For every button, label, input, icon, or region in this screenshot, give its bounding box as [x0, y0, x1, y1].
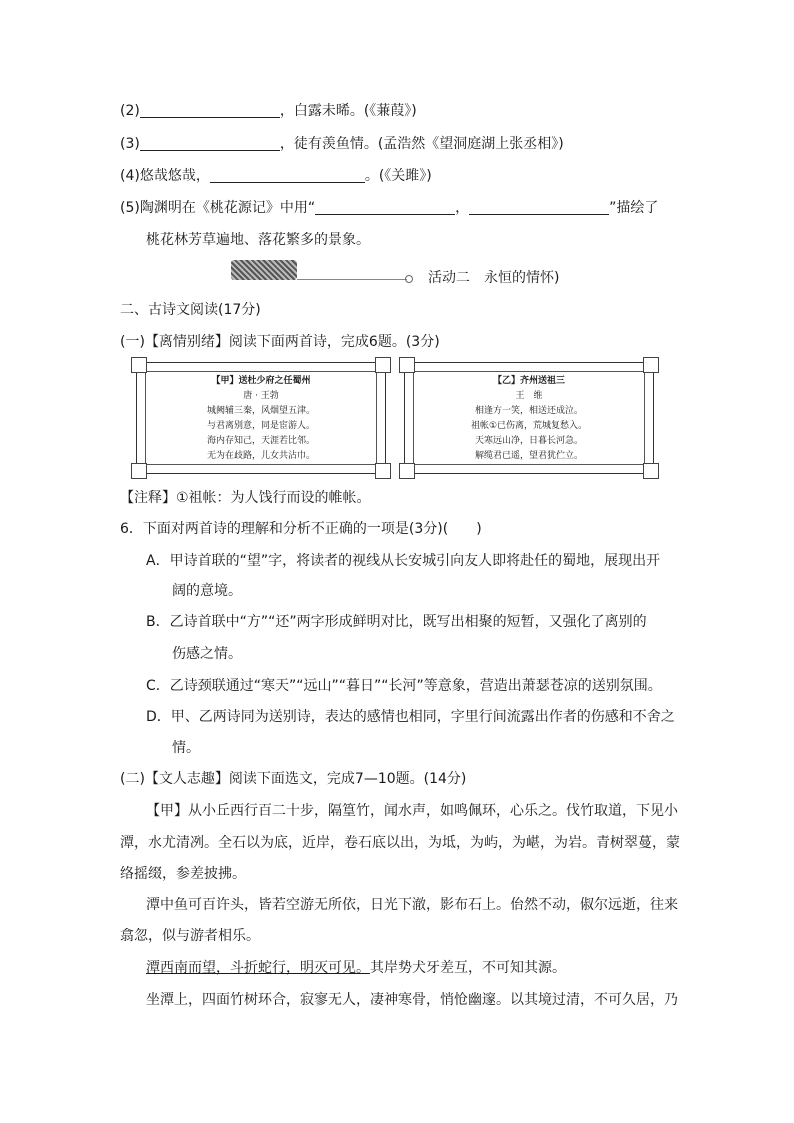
- poem-line: 相逢方一笑，相送还成泣。: [474, 406, 583, 416]
- fill-item-3: [120, 134, 564, 154]
- passage-line: 翕忽，似与游者相乐。: [120, 928, 260, 944]
- item-number: (3): [120, 136, 140, 152]
- poem-b-lines: [405, 404, 653, 464]
- passage-line: 潭，水尤清冽。全石以为底，近岸，卷石底以出，为坻，为屿，为嵁，为岩。青树翠蔓，蒙: [120, 835, 680, 851]
- corner-ornament-icon: [643, 463, 659, 479]
- poem-a-title: 【甲】送杜少府之任蜀州: [211, 376, 311, 386]
- passage-line: 坐潭上，四面竹树环合，寂寥无人，凄神寒骨，悄怆幽邃。以其境过清，不可久居，乃: [146, 992, 678, 1008]
- answer-blank[interactable]: [469, 198, 609, 215]
- item-prefix: 悠哉悠哉，: [139, 168, 210, 184]
- underlined-sentence: 潭西南而望，斗折蛇行，明灭可见。: [146, 960, 370, 976]
- poem-line: 城阙辅三秦，风烟望五津。: [206, 406, 315, 416]
- item-text: ，徒有羡鱼情。(孟浩然《望洞庭湖上张丞相》): [279, 136, 564, 152]
- option-b-continuation: 伤感之情。: [172, 646, 242, 662]
- part1-heading: (一)【离情别绪】阅读下面两首诗，完成6题。(3分): [120, 334, 440, 350]
- fill-item-4: [120, 166, 432, 186]
- corner-ornament-icon: [131, 463, 147, 479]
- corner-ornament-icon: [399, 357, 415, 373]
- answer-blank[interactable]: [315, 198, 455, 215]
- poem-a-lines: [137, 404, 385, 464]
- item-comma: ，: [455, 200, 470, 216]
- poem-line: 祖帐①已伤离，荒城复愁入。: [470, 421, 588, 431]
- passage-line: 潭中鱼可百许头，皆若空游无所依，日光下澈，影布石上。佁然不动，俶尔远逝，往来: [146, 897, 678, 913]
- passage-line: [146, 958, 566, 978]
- corner-ornament-icon: [375, 463, 391, 479]
- poem-line: 天寒远山净，日暮长河急。: [474, 436, 583, 446]
- item-text: ，白露未晞。(《蒹葭》): [279, 103, 417, 119]
- corner-ornament-icon: [643, 357, 659, 373]
- option-b[interactable]: B．乙诗首联中“方”“还”两字形成鲜明对比，既写出相聚的短暂，又强化了离别的: [146, 614, 647, 630]
- banner-line: [297, 279, 407, 280]
- annotation-note: 【注释】①祖帐：为人饯行而设的帷帐。: [120, 490, 371, 506]
- item-text: 。(《关雎》): [364, 168, 432, 184]
- corner-ornament-icon: [131, 357, 147, 373]
- passage-line: 络摇缀，参差披拂。: [120, 866, 246, 882]
- poem-line: 海内存知己，天涯若比邻。: [206, 436, 315, 446]
- poem-a-box: [136, 362, 386, 474]
- corner-ornament-icon: [375, 357, 391, 373]
- corner-ornament-icon: [399, 463, 415, 479]
- option-d-continuation: 情。: [172, 740, 200, 756]
- poem-b-title: 【乙】齐州送祖三: [492, 376, 565, 386]
- part2-heading: (二)【文人志趣】阅读下面选文，完成7—10题。(14分): [120, 771, 467, 787]
- item-number: (2): [120, 103, 140, 119]
- activity-title: 活动二 永恒的情怀): [428, 270, 560, 286]
- option-d[interactable]: D．甲、乙两诗同为送别诗，表达的感情也相同，字里行间流露出作者的伤感和不舍之: [146, 709, 675, 725]
- fill-item-5-continuation: 桃花林芳草遍地、落花繁多的景象。: [146, 232, 370, 248]
- option-c[interactable]: C．乙诗颈联通过“寒天”“远山”“暮日”“长河”等意象，营造出萧瑟苍凉的送别氛围。: [146, 678, 662, 694]
- poem-a-author: 唐 · 王勃: [243, 391, 279, 401]
- item-prefix: 陶渊明在《桃花源记》中用“: [139, 200, 316, 216]
- poem-b-box: [404, 362, 654, 474]
- banner-dot-icon: [405, 275, 413, 283]
- answer-blank[interactable]: [140, 101, 280, 118]
- fill-item-2: [120, 101, 417, 121]
- item-number: (5): [120, 200, 140, 216]
- section-title: 二、古诗文阅读(17分): [120, 302, 261, 318]
- answer-blank[interactable]: [140, 134, 280, 151]
- poem-line: 与君离别意，同是宦游人。: [206, 421, 315, 431]
- poem-line: 无为在歧路，儿女共沾巾。: [206, 451, 315, 461]
- passage-line: 【甲】从小丘西行百二十步，隔篁竹，闻水声，如鸣佩环，心乐之。伐竹取道，下见小: [146, 803, 678, 819]
- poem-b-author: 王 维: [515, 391, 543, 401]
- question-6-stem: 6．下面对两首诗的理解和分析不正确的一项是(3分)( ): [120, 521, 482, 537]
- item-suffix: ”描绘了: [609, 200, 659, 216]
- item-number: (4): [120, 168, 140, 184]
- option-a-continuation: 阔的意境。: [172, 583, 242, 599]
- activity-banner-decoration: [231, 260, 297, 280]
- answer-blank[interactable]: [210, 166, 365, 183]
- poem-line: 解缆君已遥，望君犹伫立。: [474, 451, 583, 461]
- fill-item-5: [120, 198, 658, 218]
- option-a[interactable]: A．甲诗首联的“望”字，将读者的视线从长安城引向友人即将赴任的蜀地，展现出开: [146, 553, 661, 569]
- passage-text: 其岸势犬牙差互，不可知其源。: [370, 960, 566, 976]
